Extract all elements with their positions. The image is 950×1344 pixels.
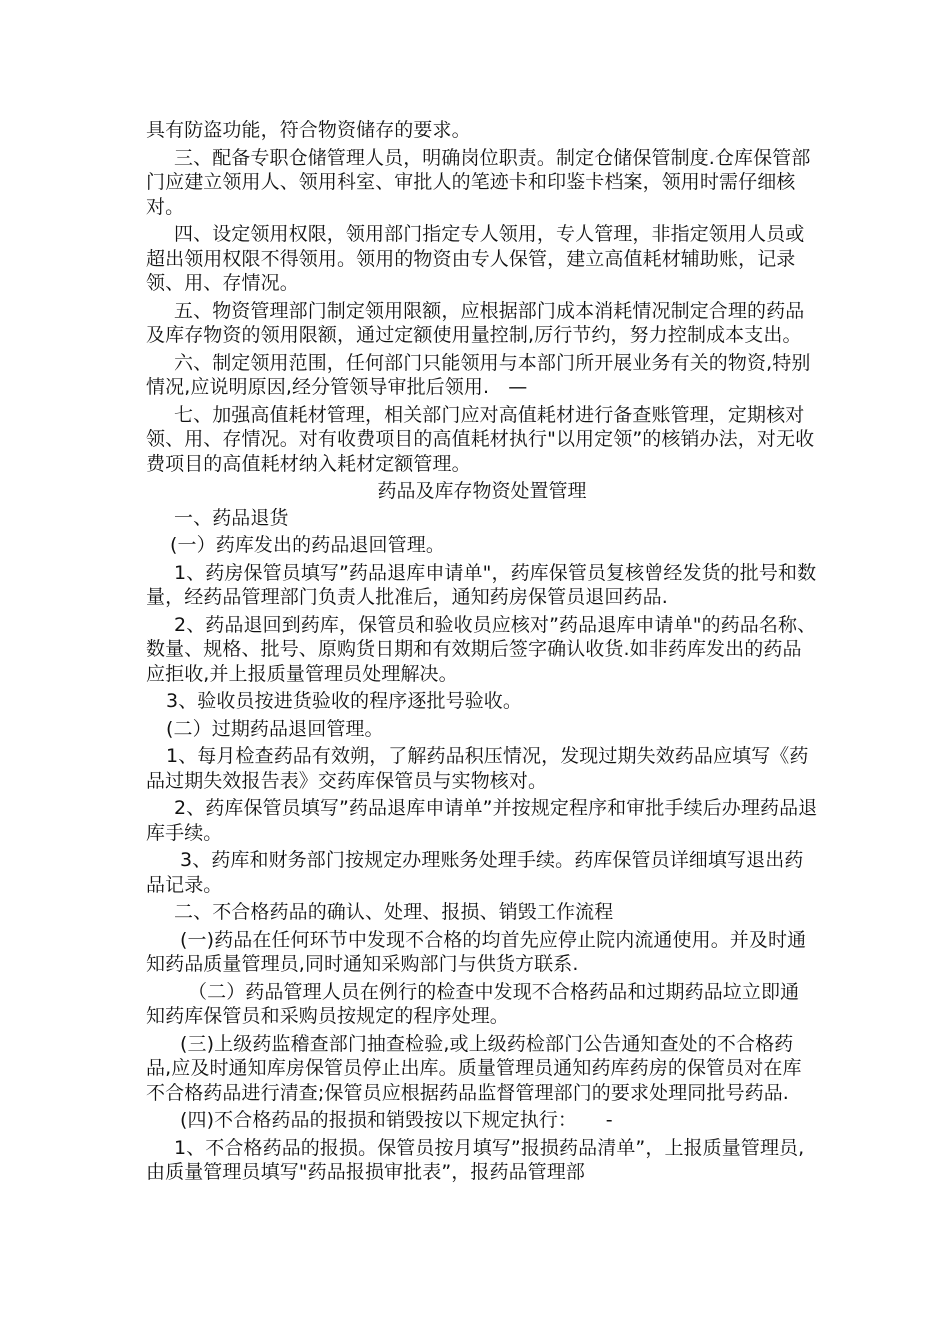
subsection-heading: (一）药库发出的药品退回管理。: [170, 534, 445, 556]
paragraph: （二）药品管理人员在例行的检查中发现不合格药品和过期药品垃立即通知药库保管员和采购员按规定的程序处理。: [146, 980, 800, 1027]
paragraph: 六、制定领用范围，任何部门只能领用与本部门所开展业务有关的物资,特别情况,应说明原因,经分管领导审批后领用. —: [146, 351, 811, 398]
section-title: 药品及库存物资处置管理: [377, 480, 587, 502]
paragraph: 3、验收员按进货验收的程序逐批号验收。: [166, 690, 522, 712]
paragraph: 1、每月检查药品有效朔，了解药品积压情况，发现过期失效药品应填写《药品过期失效报告表》交药库保管员与实物核对。: [146, 745, 809, 792]
paragraph: (三)上级药监稽查部门抽查检验,或上级药检部门公告通知查处的不合格药品,应及时通知库房保管员停止出库。质量管理员通知药库药房的保管员对在库不合格药品进行清查;保管员应根据药品监督管理部门的要求处理同批号药品.: [146, 1032, 802, 1104]
paragraph: (四)不合格药品的报损和销毁按以下规定执行： -: [180, 1109, 613, 1131]
section-heading: 一、药品退货: [174, 506, 289, 529]
paragraph: 3、药库和财务部门按规定办理账务处理手续。药库保管员详细填写退出药品记录。: [146, 849, 804, 896]
paragraph: 三、配备专职仓储管理人员，明确岗位职责。制定仓储保管制度.仓库保管部门应建立领用人、领用科室、审批人的笔迹卡和印鉴卡档案，领用时需仔细核对。: [146, 146, 811, 218]
paragraph: (一)药品在任何环节中发现不合格的均首先应停止院内流通使用。并及时通知药品质量管理员,同时通知采购部门与供货方联系.: [146, 928, 807, 975]
paragraph: 2、药品退回到药库，保管员和验收员应核对”药品退库申请单"的药品名称、数量、规格、批号、原购货日期和有效期后签字确认收货.如非药库发出的药品应拒收,并上报质量管理员处理解决。: [146, 613, 817, 685]
paragraph: 具有防盗功能，符合物资储存的要求。: [146, 119, 471, 141]
paragraph: 2、药库保管员填写”药品退库申请单”并按规定程序和审批手续后办理药品退库手续。: [146, 797, 818, 844]
paragraph: 七、加强高值耗材管理，相关部门应对高值耗材进行备查账管理，定期核对领、用、存情况。对有收费项目的高值耗材执行"以用定领”的核销办法，对无收费项目的高值耗材纳入耗材定额管理。: [146, 403, 815, 475]
document-body: [146, 118, 818, 1188]
paragraph: 1、不合格药品的报损。保管员按月填写”报损药品清单”，上报质量管理员,由质量管理员填写"药品报损审批表”，报药品管理部: [146, 1136, 805, 1183]
section-heading: 二、不合格药品的确认、处理、报损、销毁工作流程: [174, 901, 614, 923]
paragraph: 四、设定领用权限，领用部门指定专人领用，专人管理，非指定领用人员或超出领用权限不得领用。领用的物资由专人保管，建立高值耗材辅助账，记录领、用、存情况。: [146, 223, 805, 294]
subsection-heading: (二）过期药品退回管理。: [166, 717, 384, 740]
paragraph: 五、物资管理部门制定领用限额，应根据部门成本消耗情况制定合理的药品及库存物资的领用限额，通过定额使用量控制,厉行节约，努力控制成本支出。: [146, 299, 805, 346]
paragraph: 1、药房保管员填写”药品退库申请单"，药库保管员复核曾经发货的批号和数量，经药品管理部门负责人批准后，通知药房保管员退回药品.: [146, 561, 817, 608]
